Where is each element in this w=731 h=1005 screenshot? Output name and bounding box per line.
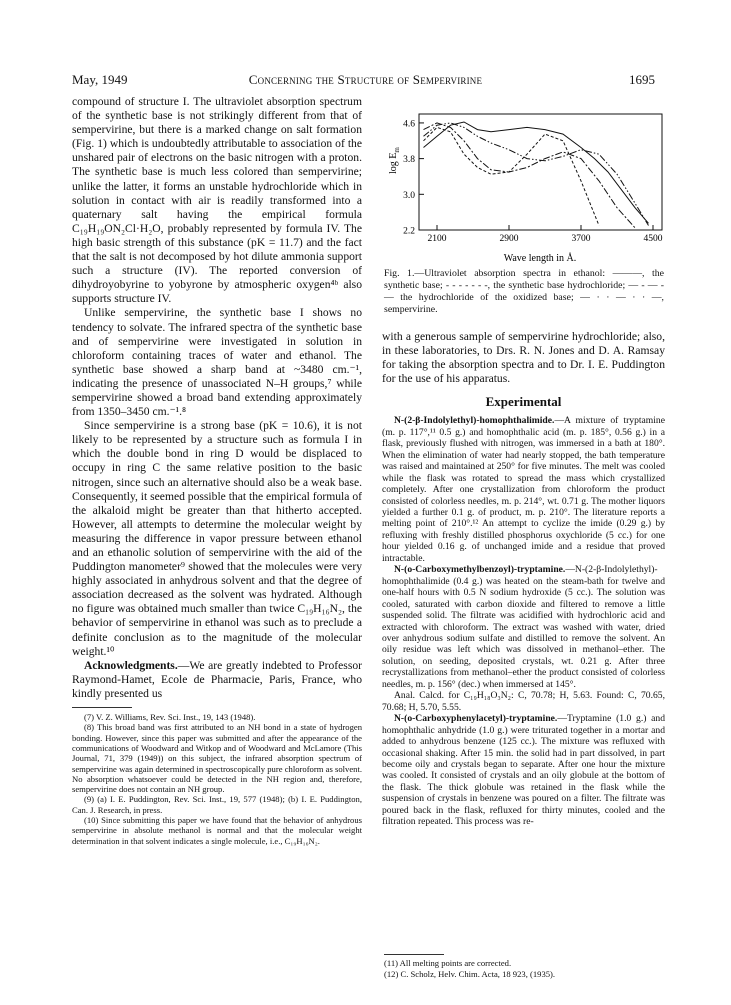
experimental-heading: Experimental — [485, 394, 562, 410]
acknowledgments — [72, 659, 362, 701]
header-title: Concerning the Structure of Sempervirine — [248, 72, 483, 87]
series-line-2 — [424, 127, 600, 225]
series-line-4 — [424, 123, 649, 226]
series-line-1 — [424, 122, 649, 223]
figure-caption: Fig. 1.—Ultraviolet absorption spectra in ethanol: ———, the synthetic base; - - - - - - -, the synthetic base hydrochloride; — - — - — the hydrochloride of the oxidized base; — · · — · · —, sempervirine. — [384, 268, 664, 315]
series-line-3 — [424, 123, 636, 228]
footnote-11: (11) All melting points are corrected. — [384, 958, 512, 968]
left-paragraph-2: Unlike sempervirine, the synthetic base I shows no tendency to solvate. The infrared spectra of the synthetic base and of sempervirine were investigated in solution in chloroform containing traces of water and ethanol. The synthetic base showed a sharp band at ~3480 cm.⁻¹, indicating the presence of unassociated N–H groups,⁷ while sempervirine showed a broad band extending approximately from 1350–3450 cm.⁻¹.⁸ — [72, 306, 362, 419]
x-tick-label: 4500 — [643, 234, 663, 244]
left-paragraph-3: Since sempervirine is a strong base (pK = 10.6), it is not likely to be represented by a structure such as formula I in which the double bond in ring D would be displaced to occupy in ring C the same relative position to the basic nitrogen, since such an alternative should also be a weak base. Consequently, it seemed possible that the empirical formula of the alkaloid might be greater than that hitherto accepted. However, all attempts to determine the molecular weight by measuring the difference in vapor pressure between ethanol and an ethanolic solution of sempervirine with the aid of the Puddington manometer⁹ showed that the molecules were very highly associated in anhydrous solvent and that the degree of association decreased as the solvent was hydrated. Although no figure was obtained much smaller than twice C₁₉H₁₆N₂, the behavior of sempervirine in ethanol was such as to preclude a definite conclusion as to the magnitude of the molecular weight.¹⁰ — [72, 419, 363, 658]
right-column — [382, 330, 665, 828]
y-tick-label: 4.6 — [403, 119, 415, 130]
right-footnote-rule — [384, 954, 444, 955]
x-tick-label: 2100 — [427, 234, 447, 244]
y-tick-label: 3.8 — [403, 155, 415, 166]
footnote-7: (7) V. Z. Williams, Rev. Sci. Inst., 19, 143 (1948). — [84, 712, 256, 723]
exp-analysis: Anal. Calcd. for C₁₉H₁₈O₃N₂: C, 70.78; H, 5.63. Found: C, 70.65, 70.68; H, 5.70, 5.55. — [382, 690, 665, 713]
footnote-10: (10) Since submitting this paper we have found that the behavior of anhydrous sempervirine in absolute methanol is normal and that the molecular weight determination in that solvent indicates a single molecule, i.e., C₁₉H₁₆N₂. — [72, 815, 362, 846]
exp-title-3: N-(o-Carboxyphenylacetyl)-tryptamine. — [394, 713, 558, 725]
exp-paragraph-2: N-(o-Carboxymethylbenzoyl)-tryptamine.—N-(2-β-Indolylethyl)-homophthalimide (0.4 g.) was heated on the steam-bath for twelve and one-half hours with 0.5 N sodium hydroxide (5 cc.). The solution was cooled, saturated with carbon dioxide and filtered to remove a little suspended solid. The filtrate was acidified with hydrochloric acid and extracted with chloroform. The extract was washed with water, dried over anhydrous sodium sulfate and distilled to remove the solvent. An oily residue was left which was dissolved in methanol–ether. The solution, on seeding, deposited crystals, wt. 0.21 g. After three recrystallizations from methanol–ether the product consisted of colorless needles, m. p. 156° (dec.) when immersed at 145°. — [382, 564, 665, 690]
exp-title-1: N-(2-β-Indolylethyl)-homophthalimide. — [394, 415, 555, 427]
acknowledgments-text: —We are greatly indebted to Professor Raymond-Hamet, Ecole de Pharmacie, Paris, France, who kindly presented us — [72, 658, 362, 700]
footnote-9: (9) (a) I. E. Puddington, Rev. Sci. Inst., 19, 577 (1948); (b) I. E. Puddington, Can. J. Research, in press. — [72, 794, 362, 815]
x-tick-label: 2900 — [499, 234, 519, 244]
footnote-12: (12) C. Scholz, Helv. Chim. Acta, 18 923, (1935). — [384, 969, 556, 979]
right-intro: with a generous sample of sempervirine hydrochloride; also, in these laboratories, to Drs. R. N. Jones and D. A. Ramsay for taking the absorption spectra and to Dr. I. E. Puddington for the use of his apparatus. — [382, 330, 665, 386]
left-column — [72, 95, 362, 846]
footnote-8: (8) This broad band was first attributed to an NH bond in a state of hydrogen bonding. However, since this paper was submitted and after the appearance of the communications of Woodward and Witkop and of Woodward and McLamore (This Journal, 71, 379 (1949)) on this subject, the infrared absorption spectrum of sempervirine was again determined in spectroscopically pure chloroform as solvent. No absorption whatsoever could be detected in the NH region and, therefore, sempervirine does not contain an NH group. — [72, 722, 362, 795]
y-tick-label: 2.2 — [403, 226, 415, 237]
exp-paragraph-1: N-(2-β-Indolylethyl)-homophthalimide.—A mixture of tryptamine (m. p. 117°,¹¹ 0.5 g.) and homophthalic acid (m. p. 185°, 0.56 g.) in a flask, previously flushed with nitrogen, was immersed in a bath at 180°. When the elimination of water had nearly stopped, the bath temperature was raised and maintained at 250° for five minutes. The melt was cooled while the flask was rotated to spread the mass which crystallized completely. After one crystallization from chloroform the product consisted of colorless needles, m. p. 214°, wt. 0.71 g. The mother liquors yielded a further 0.1 g. of product, m. p. 210°. The literature reports a melting point of 210°.¹² An attempt to cyclize the imide (0.29 g.) by refluxing with freshly distilled phosphorus oxychloride (5 cc.) for one hour yielded 0.16 g. of unchanged imide and a residue that proved intractable. — [382, 415, 665, 564]
left-paragraph-1: compound of structure I. The ultraviolet absorption spectrum of the synthetic base is not strikingly different from that of sempervirine, but there is a marked change on salt formation (Fig. 1) which is undoubtedly attributable to association of the unshared pair of electrons on the basic nitrogen with a proton. The synthetic base is much less colored than sempervirine; unlike the latter, it forms an unstable hydrochloride which in solution in contact with air is readily transformed into a quaternary salt having the empirical formula C₁₉H₁₉ON₂Cl·H₂O, probably represented by formula IV. The high basic strength of this substance (pK = 11.7) and the fact that the salt is not decomposed by hot dilute ammonia support such a structure (IV). The reported conversion of dihydroyobyrine to yobyrone by atmospheric oxygen⁴ᵇ also supports structure IV. — [72, 95, 362, 306]
y-tick-label: 3.0 — [403, 190, 415, 201]
plot-frame — [419, 114, 662, 230]
absorption-chart — [382, 108, 667, 268]
header-date: May, 1949 — [72, 72, 128, 87]
acknowledgments-heading: Acknowledgments. — [84, 658, 178, 672]
exp-title-2: N-(o-Carboxymethylbenzoyl)-tryptamine. — [394, 564, 566, 576]
y-axis-label: $\log E_m$ — [388, 147, 401, 174]
exp-paragraph-3: N-(o-Carboxyphenylacetyl)-tryptamine.—Tryptamine (1.0 g.) and homophthalic anhydride (1.0 g.) were triturated together in a mortar and added to anhydrous benzene (125 cc.). The mixture was refluxed with occasional shaking. After 15 min. the solid had in part dissolved, in part become oily and crystals began to separate. After one hour the mixture was cooled. It consisted of crystals and an oily globule at the bottom of the flask. The thick globule was retained in the flask while the suspension of crystals in benzene was poured on a filter. The filtrate was poured back in the flask, refluxed for thirty minutes, cooled and the filtration repeated. This process was re- — [382, 713, 665, 828]
header-page-number: 1695 — [629, 72, 655, 87]
x-axis-label: Wave length in Å. — [503, 253, 577, 264]
footnote-rule — [72, 707, 132, 708]
x-tick-label: 3700 — [571, 234, 591, 244]
